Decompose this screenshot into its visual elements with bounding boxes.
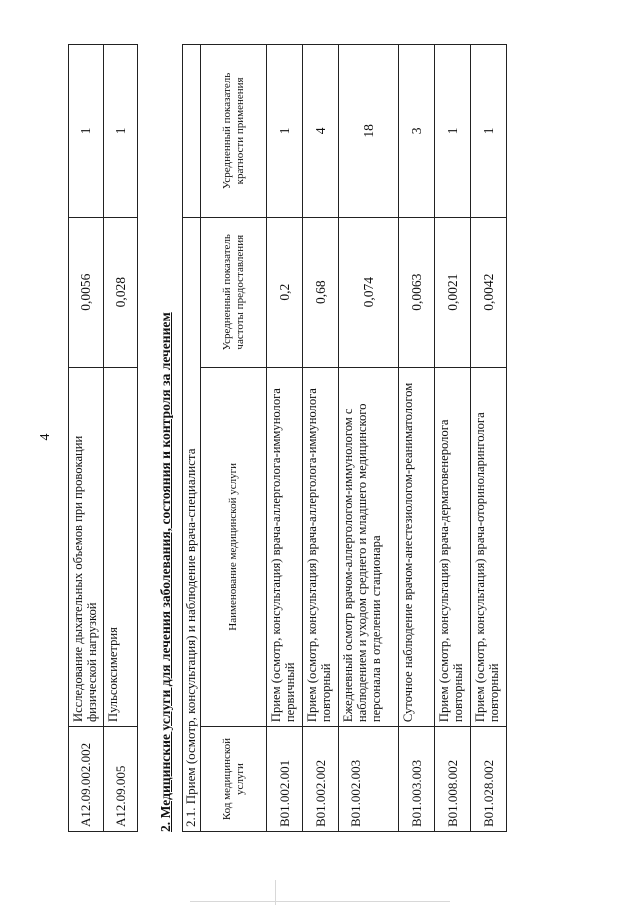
scan-edge-line-bottom bbox=[190, 901, 450, 902]
frequency-value: 0,074 bbox=[339, 217, 399, 367]
table-row bbox=[399, 45, 435, 832]
service-code: B01.003.003 bbox=[399, 727, 435, 832]
frequency-value: 0,68 bbox=[303, 217, 339, 367]
frequency-value: 0,0042 bbox=[471, 217, 507, 367]
service-code: B01.008.002 bbox=[435, 727, 471, 832]
multiplicity-value: 1 bbox=[435, 45, 471, 218]
table-header-row bbox=[201, 45, 267, 832]
multiplicity-value: 1 bbox=[471, 45, 507, 218]
frequency-value: 0,0063 bbox=[399, 217, 435, 367]
empty-cell bbox=[183, 45, 201, 218]
service-name: Исследование дыхательных объемов при провокации физической нагрузкой bbox=[69, 367, 104, 727]
multiplicity-value: 1 bbox=[69, 45, 104, 218]
table-row bbox=[267, 45, 303, 832]
header-name: Наименование медицинской услуги bbox=[201, 367, 267, 726]
subsection-heading: 2.1. Прием (осмотр, консультация) и наблюдение врача-специалиста bbox=[183, 217, 201, 831]
rotated-page bbox=[38, 42, 506, 832]
header-frequency: Усредненный показатель частоты предоставления bbox=[201, 217, 267, 367]
multiplicity-value: 3 bbox=[399, 45, 435, 218]
service-name: Прием (осмотр, консультация) врача-дерматовенеролога повторный bbox=[435, 367, 471, 726]
service-code: B01.002.002 bbox=[303, 727, 339, 832]
service-code: B01.002.003 bbox=[339, 727, 399, 832]
frequency-value: 0,0021 bbox=[435, 217, 471, 367]
page-number: 4 bbox=[38, 433, 53, 441]
frequency-value: 0,2 bbox=[267, 217, 303, 367]
subsection-row bbox=[183, 45, 201, 832]
services-table-main bbox=[182, 44, 507, 832]
table-row bbox=[435, 45, 471, 832]
service-name: Ежедневный осмотр врачом-аллергологом-иммунологом с наблюдением и уходом среднего и младшего медицинского персонала в отделении стационара bbox=[339, 367, 399, 726]
multiplicity-value: 1 bbox=[267, 45, 303, 218]
service-code: B01.002.001 bbox=[267, 727, 303, 832]
table-row bbox=[303, 45, 339, 832]
service-name: Прием (осмотр, консультация) врача-аллерголога-иммунолога первичный bbox=[267, 367, 303, 726]
table-row bbox=[471, 45, 507, 832]
service-code: A12.09.002.002 bbox=[69, 727, 104, 832]
multiplicity-value: 18 bbox=[339, 45, 399, 218]
services-table-top bbox=[68, 44, 138, 832]
table-row bbox=[69, 45, 104, 832]
service-name: Пульсоксиметрия bbox=[104, 367, 138, 727]
multiplicity-value: 1 bbox=[104, 45, 138, 218]
service-name: Суточное наблюдение врачом-анестезиологом-реаниматологом bbox=[399, 367, 435, 726]
multiplicity-value: 4 bbox=[303, 45, 339, 218]
frequency-value: 0,028 bbox=[104, 217, 138, 367]
service-name: Прием (осмотр, консультация) врача-оториноларинголога повторный bbox=[471, 367, 507, 726]
table-row bbox=[104, 45, 138, 832]
service-code: A12.09.005 bbox=[104, 727, 138, 832]
header-multiplicity: Усредненный показатель кратности применения bbox=[201, 45, 267, 218]
header-code: Код медицинской услуги bbox=[201, 727, 267, 832]
service-name: Прием (осмотр, консультация) врача-аллерголога-иммунолога повторный bbox=[303, 367, 339, 726]
table-row bbox=[339, 45, 399, 832]
frequency-value: 0,0056 bbox=[69, 217, 104, 367]
section-heading: 2. Медицинские услуги для лечения заболевания, состояния и контроля за лечением bbox=[158, 312, 173, 832]
service-code: B01.028.002 bbox=[471, 727, 507, 832]
